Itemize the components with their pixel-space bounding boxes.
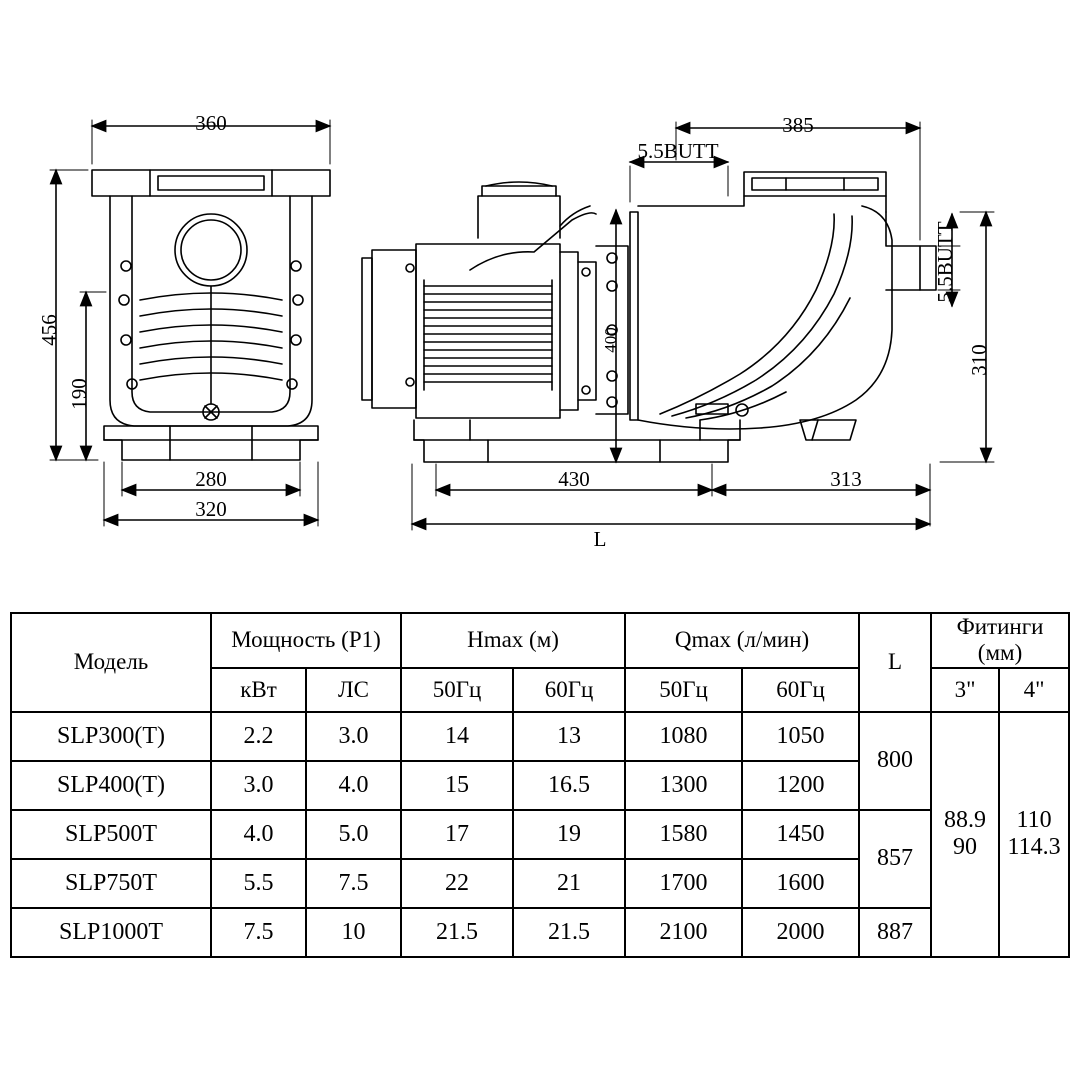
dim-front-base-height-190: 190	[67, 378, 91, 410]
cell-hmax-50: 22	[401, 859, 513, 908]
dim-front-base-inner-280: 280	[195, 467, 227, 491]
cell-qmax-60: 2000	[742, 908, 859, 957]
table-header-row-1	[11, 613, 1069, 668]
header-hmax-60hz: 60Гц	[513, 668, 625, 712]
cell-hmax-60: 21.5	[513, 908, 625, 957]
cell-length-group-1: 800	[859, 712, 931, 810]
cell-model: SLP300(T)	[11, 712, 211, 761]
dim-front-height-456: 456	[37, 314, 61, 346]
cell-hmax-60: 16.5	[513, 761, 625, 810]
header-fittings-line2: (мм)	[977, 640, 1023, 666]
dim-overall-length-L: L	[593, 527, 607, 551]
cell-hp: 3.0	[306, 712, 401, 761]
table-row	[11, 810, 1069, 859]
cell-qmax-60: 1600	[742, 859, 859, 908]
header-kw: кВт	[211, 668, 306, 712]
cell-hmax-60: 21	[513, 859, 625, 908]
cell-kw: 2.2	[211, 712, 306, 761]
header-fittings	[931, 613, 1069, 668]
dim-discharge-port-55butt: 5.5BUTT	[933, 221, 957, 303]
specification-table	[10, 612, 1070, 958]
dim-pump-height-310: 310	[967, 344, 991, 376]
cell-length-group-2: 857	[859, 810, 931, 908]
dim-motor-height-400: 400	[601, 327, 620, 353]
fitting-3in-line1: 88.9	[944, 806, 987, 833]
cell-qmax-50: 2100	[625, 908, 742, 957]
cell-qmax-60: 1050	[742, 712, 859, 761]
dim-suction-port-55butt: 5.5BUTT	[637, 139, 719, 163]
cell-model: SLP400(T)	[11, 761, 211, 810]
header-length: L	[859, 613, 931, 712]
header-fitting-3in: 3"	[931, 668, 999, 712]
cell-qmax-50: 1700	[625, 859, 742, 908]
cell-kw: 5.5	[211, 859, 306, 908]
cell-hmax-50: 15	[401, 761, 513, 810]
header-qmax-50hz: 50Гц	[625, 668, 742, 712]
header-qmax-60hz: 60Гц	[742, 668, 859, 712]
cell-qmax-50: 1080	[625, 712, 742, 761]
fitting-4in-line2: 114.3	[1007, 834, 1061, 861]
dim-motor-length-430: 430	[558, 467, 590, 491]
dim-pump-length-313: 313	[830, 467, 862, 491]
cell-model: SLP1000T	[11, 908, 211, 957]
cell-hp: 5.0	[306, 810, 401, 859]
cell-fitting-3in	[931, 712, 999, 957]
cell-kw: 4.0	[211, 810, 306, 859]
cell-length-group-3: 887	[859, 908, 931, 957]
dim-front-base-outer-320: 320	[195, 497, 227, 521]
cell-hmax-50: 17	[401, 810, 513, 859]
cell-qmax-50: 1580	[625, 810, 742, 859]
header-fitting-4in: 4"	[999, 668, 1069, 712]
dim-front-width-360: 360	[195, 111, 227, 135]
header-hmax: Hmax (м)	[401, 613, 625, 668]
cell-kw: 7.5	[211, 908, 306, 957]
cell-qmax-60: 1200	[742, 761, 859, 810]
specification-table-container	[10, 612, 1070, 958]
cell-hmax-50: 21.5	[401, 908, 513, 957]
header-hp: ЛС	[306, 668, 401, 712]
cell-fitting-4in	[999, 712, 1069, 957]
cell-hp: 10	[306, 908, 401, 957]
cell-hmax-60: 19	[513, 810, 625, 859]
fitting-3in-line2: 90	[953, 834, 978, 861]
cell-hmax-50: 14	[401, 712, 513, 761]
cell-hp: 7.5	[306, 859, 401, 908]
table-row	[11, 908, 1069, 957]
cell-kw: 3.0	[211, 761, 306, 810]
cell-model: SLP750T	[11, 859, 211, 908]
header-fittings-line1: Фитинги	[956, 614, 1044, 639]
cell-qmax-60: 1450	[742, 810, 859, 859]
cell-hp: 4.0	[306, 761, 401, 810]
table-row	[11, 712, 1069, 761]
dim-basket-width-385: 385	[782, 113, 814, 137]
header-qmax: Qmax (л/мин)	[625, 613, 859, 668]
fitting-4in-line1: 110	[1016, 806, 1052, 833]
header-hmax-50hz: 50Гц	[401, 668, 513, 712]
header-model: Модель	[11, 613, 211, 712]
cell-qmax-50: 1300	[625, 761, 742, 810]
cell-hmax-60: 13	[513, 712, 625, 761]
header-power: Мощность (P1)	[211, 613, 401, 668]
cell-model: SLP500T	[11, 810, 211, 859]
